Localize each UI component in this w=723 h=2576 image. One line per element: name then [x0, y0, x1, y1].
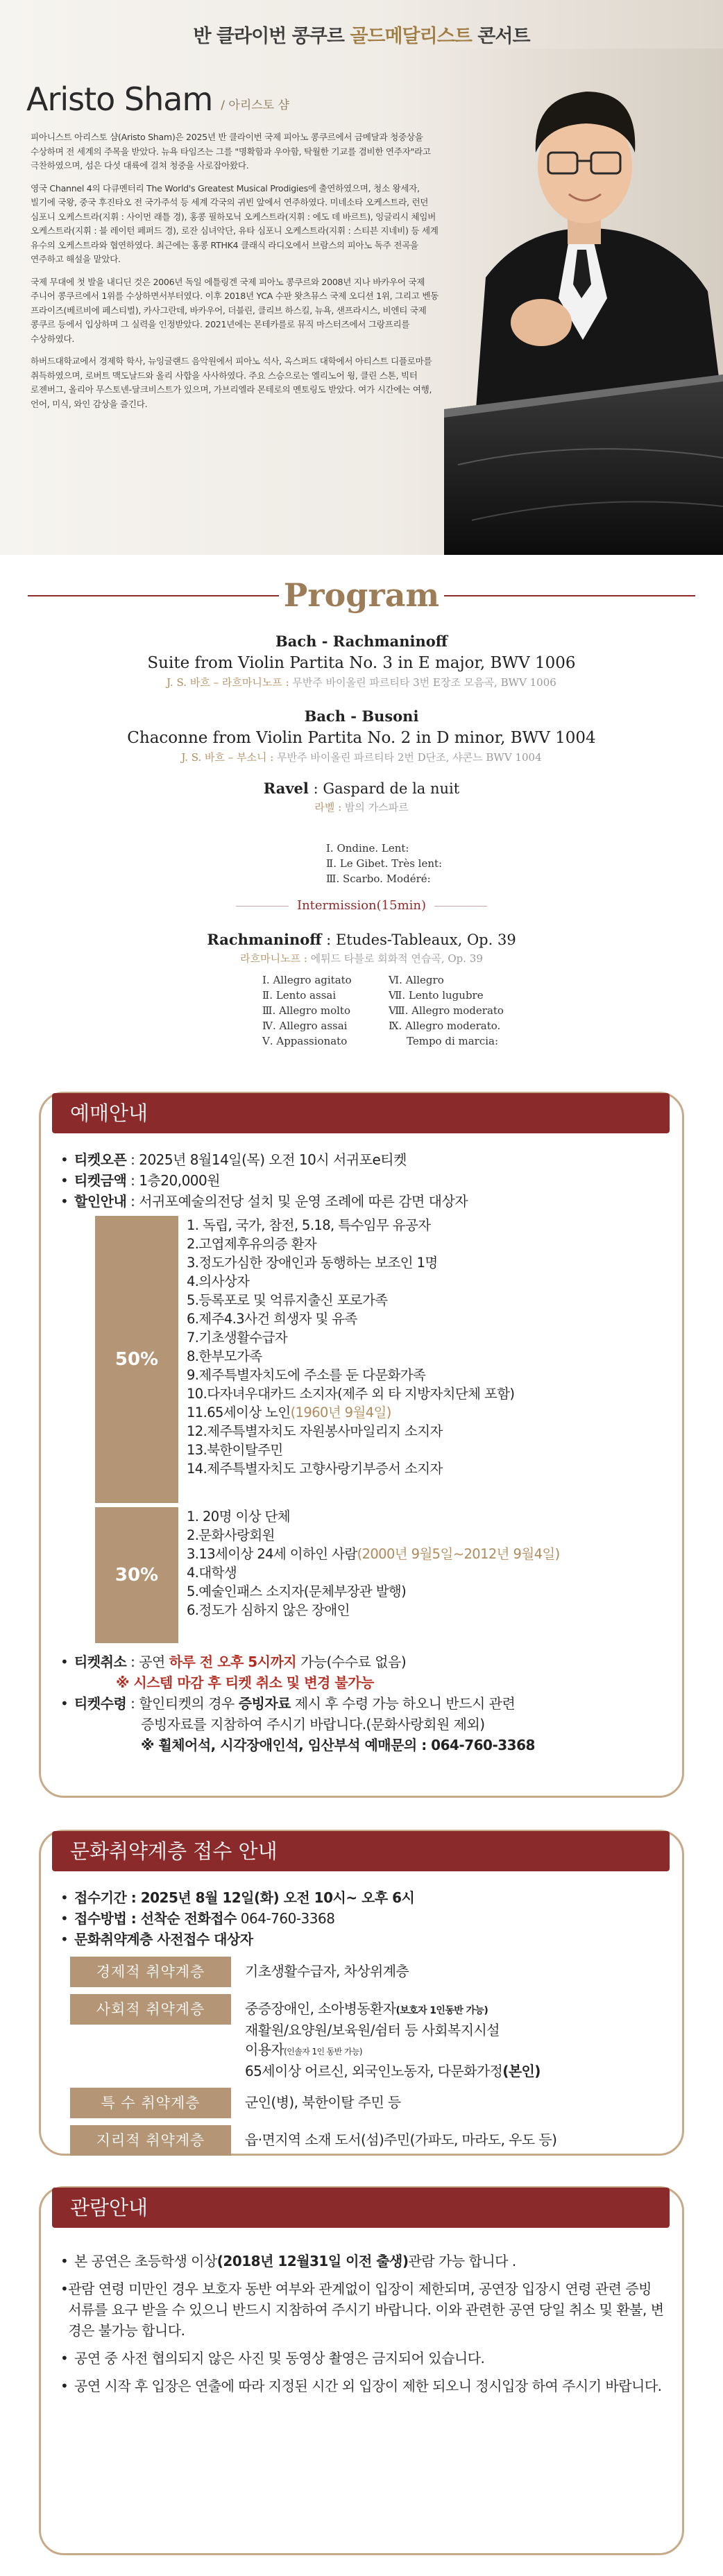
category-special: [70, 2088, 664, 2118]
tier-item: 6.정도가 심하지 않은 장애인: [187, 1602, 350, 1618]
piece-title: Chaconne from Violin Partita No. 2 in D minor, BWV 1004: [127, 729, 596, 747]
movement: Ⅱ. Lento assai: [262, 989, 337, 1002]
tier-list: [178, 1507, 560, 1643]
category-badge: 사회적 취약계층: [70, 1994, 231, 2025]
method-phone: 064-760-3368: [236, 1910, 335, 1927]
bio-paragraph: 영국 Channel 4의 다큐멘터리 The World's Greatest Musical Prodigies에 출연하였으며, 청소 왕세자, 빌기에 국왕, 중국 후진타오 전 국가주석 등 세계 각국의 귀빈 앞에서 연주하였다. 미네소타 오케스트라, 런던 심포니 오케스트라(지휘 : 사이먼 래틀 경), 홍콩 필하모닉 오케스트라(지휘 : 에도 데 바르트), 잉글리시 체임버 오케스트라(지휘 : 블 레이턴 페퍼드 경), 로잔 심녀악단, 유타 심포니 오케스트라(지휘 : 스티븐 지네비) 등 세계 유수의 오케스트라와 협연하였다. 최근에는 홍콩 RTHK4 클래식 라디오에서 브람스의 피아노 독주 전곡을 연주하고 해설을 맡았다.: [31, 182, 439, 264]
piece-korean: 라흐마니노프 : 에튀드 타블로 회화적 연습곡, Op. 39: [240, 952, 483, 965]
period-label: 접수기간: [74, 1889, 127, 1906]
piece-title: Gaspard de la nuit: [323, 780, 460, 797]
desc-note: (보호자 1인동반 가능): [395, 2005, 488, 2016]
intermission: [0, 898, 723, 914]
tier-item: 9.제주특별자치도에 주소를 둔 다문화가족: [187, 1367, 426, 1383]
piece-korean-title: 무반주 바이올린 파르티타 3번 E장조 모음곡, BWV 1006: [292, 676, 556, 689]
vulnerable-box: [39, 1830, 684, 2156]
piece-heading: Ravel : Gaspard de la nuit: [263, 780, 460, 797]
piece-korean-title: 밤의 가스파르: [344, 801, 409, 814]
piece-korean-title: 에튀드 타블로 회화적 연습곡, Op. 39: [310, 952, 483, 965]
artist-name: Aristo Sham: [26, 80, 213, 118]
tier-item: 2.고엽제후유의증 환자: [187, 1236, 317, 1252]
ticket-cancel-note: [60, 1672, 664, 1693]
viewing-date: (2018년 12월31일 이전 출생): [216, 2253, 409, 2269]
movement: Ⅵ. Allegro: [389, 974, 444, 986]
viewing-item-text: [74, 2251, 516, 2272]
vulnerable-body: [60, 1887, 664, 2156]
movement: Ⅶ. Lento lugubre: [389, 989, 484, 1002]
tier-item: [187, 1403, 514, 1422]
tier-item: 3.정도가심한 장애인과 동행하는 보조인 1명: [187, 1255, 438, 1271]
movement: Ⅱ. Le Gibet. Très lent:: [326, 857, 443, 870]
artist-name-row: [26, 80, 289, 118]
piece-heading: Rachmaninoff : Etudes-Tableaux, Op. 39: [207, 931, 516, 948]
discount-info: • 할인안내 : 서귀포예술의전당 설치 및 운영 조례에 따른 감면 대상자: [60, 1193, 468, 1210]
piece-korean: 라벨 : 밤의 가스파르: [314, 801, 409, 814]
discount-value: : 서귀포예술의전당 설치 및 운영 조례에 따른 감면 대상자: [126, 1193, 468, 1210]
tier-item: 1. 독립, 국가, 참전, 5.18, 특수임무 유공자: [187, 1217, 431, 1233]
viewing-item: • 관람 연령 미만인 경우 보호자 동반 여부와 관계없이 입장이 제한되며, 공연장 입장시 연령 관련 증빙서류를 요구 받을 수 있으니 반드시 지참하여 주시기 바랍니다. 이와 관련한 공연 당일 취소 및 환불, 변경은 불가능 합니다.: [60, 2278, 664, 2341]
movement: Tempo di marcia:: [407, 1035, 499, 1047]
ticket-open: • 티켓오픈 : 2025년 8월14일(목) 오전 10시 서귀포e티켓: [60, 1151, 407, 1168]
ticket-receipt-post: 제시 후 수령 가능 하오니 반드시 관련: [290, 1695, 516, 1712]
piece-title: Suite from Violin Partita No. 3 in E major, BWV 1006: [147, 654, 576, 672]
category-badge: 경제적 취약계층: [70, 1957, 231, 1987]
tier-item: 14.제주특별자치도 고향사랑기부증서 소지자: [187, 1461, 443, 1477]
ticket-open-label: 티켓오픈: [74, 1151, 127, 1168]
desc-note: (인솔자 1인 동반 가능): [284, 2047, 362, 2056]
reception-target: • 문화취약계층 사전접수 대상자: [60, 1931, 253, 1948]
tier-item: 7.기초생활수급자: [187, 1330, 288, 1346]
category-geographic: [70, 2125, 664, 2156]
reception-period: • 접수기간 : 2025년 8월 12일(화) 오전 10시~ 오후 6시: [60, 1889, 415, 1906]
pianist-photo: [444, 49, 723, 555]
tier-item: 10.다자녀우대카드 소지자(제주 외 타 지방자치단체 포함): [187, 1386, 515, 1402]
piece-composer: Rachmaninoff: [207, 931, 322, 948]
banner-prefix: 반 클라이번 콩쿠르: [193, 26, 350, 47]
intermission-label: Intermission(15min): [289, 898, 434, 913]
piece-korean-composer: J. S. 바흐 – 라흐마니노프: [167, 676, 282, 689]
viewing-item-text: 공연 시작 후 입장은 연출에 따라 지정된 시간 외 입장이 제한 되오니 정시입장 하여 주시기 바랍니다.: [74, 2378, 662, 2394]
program-piece-rachmaninoff: [0, 929, 723, 967]
viewing-heading: 관람안내: [52, 2188, 670, 2228]
viewing-item: • 공연 시작 후 입장은 연출에 따라 지정된 시간 외 입장이 제한 되오니 정시입장 하여 주시기 바랍니다.: [60, 2376, 664, 2396]
piece-korean: J. S. 바흐 – 부소니 : 무반주 바이올린 파르티타 2번 D단조, 샤콘느 BWV 1004: [181, 751, 542, 764]
ticket-receipt-pre: : 할인티켓의 경우: [126, 1695, 239, 1712]
piece-korean-composer: 라흐마니노프: [240, 952, 301, 965]
viewing-box: [39, 2186, 684, 2555]
artist-korean-name: / 아리스토 샴: [221, 98, 289, 112]
movement: Ⅲ. Allegro molto: [262, 1004, 350, 1017]
tier-item: 2.문화사랑회원: [187, 1527, 275, 1543]
piece-korean-composer: J. S. 바흐 – 부소니: [181, 751, 267, 764]
movement: Ⅰ. Allegro agitato: [262, 974, 352, 986]
tier-list: [178, 1216, 514, 1503]
movement: Ⅳ. Allegro assai: [262, 1020, 348, 1032]
program-piece-ravel: [0, 778, 723, 816]
ticket-receipt: • 티켓수령 : 할인티켓의 경우 증빙자료 제시 후 수령 가능 하오니 반드시 관련: [60, 1695, 516, 1712]
method-label: 접수방법: [74, 1910, 127, 1927]
desc-text: 65세이상 어르신, 외국인노동자, 다문화가정: [245, 2063, 503, 2079]
tier-item-text: 3.13세이상 24세 이하인 사람: [187, 1546, 357, 1562]
discount-tier-30: [95, 1507, 664, 1643]
ticket-receipt-label: 티켓수령: [74, 1695, 127, 1712]
piece-composer: Ravel: [263, 780, 309, 797]
artist-hero: [0, 0, 723, 555]
tier-item: [187, 1545, 560, 1563]
method-type: : 선착순 전화접수: [126, 1910, 237, 1927]
artist-biography: [31, 130, 447, 420]
program-section: [0, 555, 723, 1047]
reservation-body: [60, 1149, 664, 1755]
reservation-box: [39, 1092, 684, 1798]
rach-movements-left: [262, 972, 352, 1049]
viewing-body: [60, 2251, 664, 2403]
tier-item: 13.북한이탈주민: [187, 1442, 283, 1458]
program-piece: [0, 706, 723, 766]
reservation-heading: 예매안내: [52, 1093, 670, 1133]
movement: Ⅰ. Ondine. Lent:: [326, 842, 409, 855]
reception-method: • 접수방법 : 선착순 전화접수 064-760-3368: [60, 1910, 335, 1927]
movement: Ⅷ. Allegro moderato: [389, 1004, 504, 1017]
tier-item: 4.의사상자: [187, 1273, 250, 1289]
target-label: 문화취약계층 사전접수 대상자: [74, 1931, 253, 1948]
viewing-item: • 공연 중 사전 협의되지 않은 사진 및 동영상 촬영은 금지되어 있습니다.: [60, 2348, 664, 2369]
desc-text: 중증장애인, 소아병동환자: [245, 2000, 396, 2017]
viewing-text-post: 관람 가능 합니다 .: [408, 2253, 516, 2269]
discount-label: 할인안내: [74, 1193, 127, 1210]
ticket-receipt-proof: 증빙자료: [238, 1695, 291, 1712]
tier-badge: 30%: [95, 1507, 178, 1643]
ticket-cancel-pre: : 공연: [126, 1654, 169, 1670]
piece-korean-composer: 라벨: [314, 801, 335, 814]
ticket-price: • 티켓금액 : 1층20,000원: [60, 1172, 221, 1189]
piece-composer: Bach - Busoni: [304, 707, 419, 725]
tier-item-date: (1960년 9월4일): [290, 1405, 391, 1420]
movement: Ⅲ. Scarbo. Modéré:: [326, 873, 431, 885]
viewing-item: • 본 공연은 초등학생 이상(2018년 12월31일 이전 출생)관람 가능 합니다 .: [60, 2251, 664, 2272]
tier-item: 5.예술인패스 소지자(문체부장관 발행): [187, 1583, 407, 1599]
desc-line: [245, 1999, 541, 2020]
category-desc: 군인(병), 북한이탈 주민 등: [245, 2094, 401, 2111]
program-title: Program: [283, 576, 440, 614]
bio-paragraph: 하버드대학교에서 경제학 학사, 뉴잉글랜드 음악원에서 피아노 석사, 옥스퍼드 대학에서 아티스트 디플로마를 취득하였으며, 로버트 맥도날드와 올리 사합을 사사하였다. 주요 스승으로는 엘리노어 웡, 클린 스톤, 빅터 로젠버그, 올리아 무스토넨-달크비스트가 있으며, 가브리엘라 몬테로의 멘토링도 받았다. 여가 시간에는 여행, 언어, 미식, 와인 감상을 즐긴다.: [31, 356, 432, 409]
viewing-item-text: 관람 연령 미만인 경우 보호자 동반 여부와 관계없이 입장이 제한되며, 공연장 입장시 연령 관련 증빙서류를 요구 받을 수 있으니 반드시 지참하여 주시기 바랍니다. 이와 관련한 공연 당일 취소 및 환불, 변경은 불가능 합니다.: [68, 2281, 664, 2339]
discount-tier-50: [95, 1216, 664, 1503]
movement: Ⅴ. Appassionato: [262, 1035, 348, 1047]
movement: Ⅸ. Allegro moderato.: [389, 1020, 501, 1032]
desc-line: [245, 2040, 541, 2061]
tier-item: 5.등록포로 및 억류지출신 포로가족: [187, 1292, 388, 1308]
ticket-price-label: 티켓금액: [74, 1172, 127, 1189]
tier-item-date: (2000년 9월5일~2012년 9월4일): [357, 1546, 560, 1562]
viewing-item-text: 공연 중 사전 협의되지 않은 사진 및 동영상 촬영은 금지되어 있습니다.: [74, 2350, 485, 2367]
ticket-receipt-line2: 증빙자료를 지참하여 주시기 바랍니다.(문화사랑회원 제외): [141, 1716, 485, 1733]
tier-badge: 50%: [95, 1216, 178, 1503]
receipt-note-text: ※ 휠체어석, 시각장애인석, 임산부석 예매문의 : 064-760-3368: [141, 1737, 535, 1753]
desc-note: (본인): [502, 2063, 541, 2079]
program-title-row: [0, 574, 723, 616]
category-badge: 지리적 취약계층: [70, 2125, 231, 2156]
ticket-open-value: : 2025년 8월14일(목) 오전 10시 서귀포e티켓: [126, 1151, 407, 1168]
category-desc: [231, 1994, 541, 2081]
vulnerable-heading: 문화취약계층 접수 안내: [52, 1831, 670, 1871]
category-desc: 읍·면지역 소재 도서(섬)주민(가파도, 마라도, 우도 등): [245, 2131, 557, 2148]
tier-item: 1. 20명 이상 단체: [187, 1509, 290, 1525]
desc-text: 이용자: [245, 2041, 284, 2058]
desc-line: [245, 2061, 541, 2081]
ticket-cancel-label: 티켓취소: [74, 1654, 127, 1670]
tier-item: 8.한부모가족: [187, 1348, 262, 1364]
ravel-movements: [326, 841, 442, 886]
banner-suffix: 콘서트: [471, 26, 530, 47]
viewing-text: 본 공연은 초등학생 이상: [74, 2253, 217, 2269]
ticket-receipt-note: [60, 1735, 664, 1755]
category-social: [70, 1994, 664, 2081]
ticket-cancel-deadline: 하루 전 오후 5시까지: [169, 1654, 297, 1670]
banner-highlight: 골드메달리스트: [350, 26, 472, 47]
tier-item-text: 11.65세이상 노인: [187, 1405, 291, 1420]
tier-item: 12.제주특별자치도 자원봉사마일리지 소지자: [187, 1423, 443, 1439]
category-desc: 기초생활수급자, 차상위계층: [245, 1963, 409, 1980]
piece-title: Etudes-Tableaux, Op. 39: [335, 931, 516, 948]
category-badge: 특 수 취약계층: [70, 2088, 231, 2118]
period-value: : 2025년 8월 12일(화) 오전 10시~ 오후 6시: [126, 1889, 415, 1906]
piece-korean: J. S. 바흐 – 라흐마니노프 : 무반주 바이올린 파르티타 3번 E장조 모음곡, BWV 1006: [167, 676, 556, 689]
piece-korean-title: 무반주 바이올린 파르티타 2번 D단조, 샤콘느 BWV 1004: [277, 751, 542, 764]
piece-composer: Bach - Rachmaninoff: [275, 633, 448, 650]
ticket-price-value: : 1층20,000원: [126, 1172, 221, 1189]
tier-item: 4.대학생: [187, 1565, 237, 1581]
cancel-note-text: ※ 시스템 마감 후 티켓 취소 및 변경 불가능: [116, 1674, 374, 1691]
program-piece: [0, 631, 723, 691]
desc-line: 재활원/요양원/보육원/쉼터 등 사회복지시설: [245, 2022, 500, 2038]
bio-paragraph: 피아니스트 아리스토 샴(Aristo Sham)은 2025년 반 클라이번 국제 피아노 콩쿠르에서 금메달과 청중상을 수상하며 전 세계의 주목을 받았다. 뉴욕 타임즈는 그를 "명확함과 우아함, 탁월한 기교를 겸비한 연주자"라고 극찬하였으며, 섬은 다섯 대륙에 걸쳐 청중을 사로잡아왔다.: [31, 132, 431, 171]
tier-item: 6.제주4.3사건 희생자 및 유족: [187, 1311, 357, 1327]
rach-movements-right: [389, 972, 504, 1049]
ticket-cancel: • 티켓취소 : 공연 하루 전 오후 5시까지 가능(수수료 없음): [60, 1654, 407, 1670]
bio-paragraph: 국제 무대에 첫 발을 내디딘 것은 2006년 독일 에틀링겐 국제 피아노 콩쿠르와 2008년 지나 바카우어 국제 주니어 콩쿠르에서 1위를 수상하면서부터였다. 이후 2018년 YCA 수판 왓츠뮤스 국제 오디션 1위, 그리고 벤동 프라이즈(베르비에 페스티벌), 카사그란데, 바카우어, 더블린, 클리브 하스킬, 뉴욕, 샌프라시스, 비엔티 국제 콩쿠르 등에서 입상하며 그 실력을 인정받았다. 2021년에는 몬테카를로 뮤직 마스터즈에서 그랑프리를 수상하였다.: [31, 276, 439, 344]
category-economic: [70, 1957, 664, 1987]
ticket-cancel-post: 가능(수수료 없음): [296, 1654, 407, 1670]
